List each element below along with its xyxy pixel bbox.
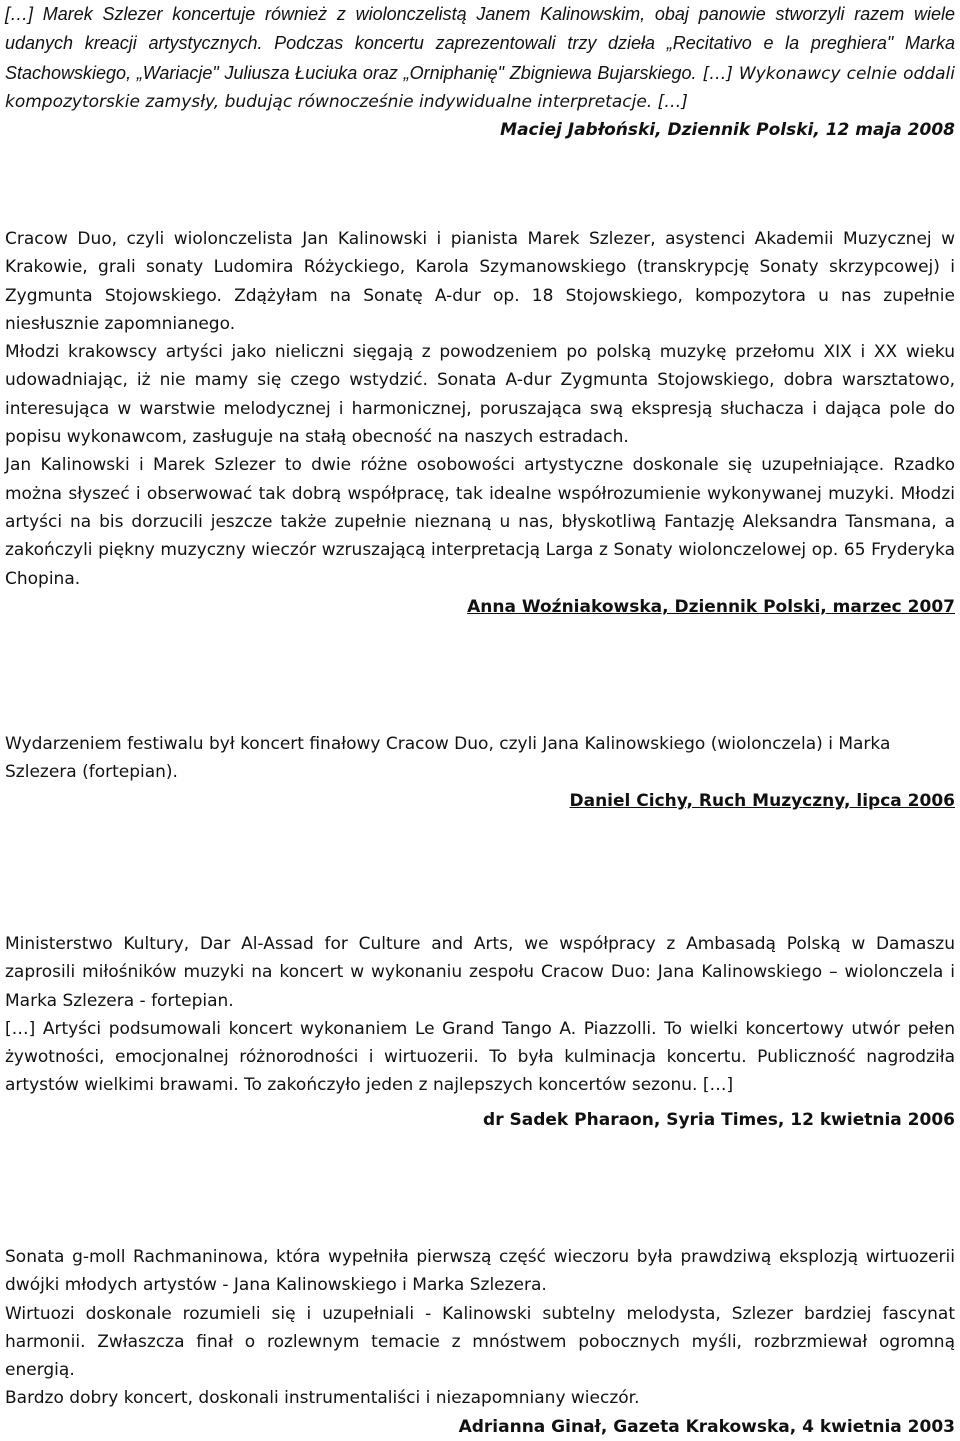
- review-paragraph: […] Artyści podsumowali koncert wykonaniem Le Grand Tango A. Piazzolli. To wielki koncertowy utwór pełen żywotności, emocjonalnej różnorodności i wirtuozerii. To była kulminacja koncertu. Publiczność nagrodziła artystów wielkimi brawami. To zakończyło jeden z najlepszych koncertów sezonu. […]: [5, 1018, 955, 1096]
- review-cichy: [5, 730, 955, 815]
- review-source: Maciej Jabłoński, Dziennik Polski, 12 maja 2008: [500, 120, 955, 141]
- review-paragraph: Jan Kalinowski i Marek Szlezer to dwie różne osobowości artystyczne doskonale się uzupełniające. Rzadko można słyszeć i obserwować tak dobrą współpracę, tak idealne współrozumienie wykonywanej muzyki. Młodzi artyści na bis dorzucili jeszcze także zupełnie nieznaną u nas, błyskotliwą Fantazję Aleksandra Tansmana, a zakończyli piękny muzyczny wieczór wzruszającą interpretacją Larga z Sonaty wiolonczelowej op. 65 Fryderyka Chopina.: [5, 455, 955, 589]
- review-source: dr Sadek Pharaon, Syria Times, 12 kwietnia 2006: [483, 1109, 955, 1130]
- review-source: Anna Woźniakowska, Dziennik Polski, marzec 2007: [467, 596, 955, 617]
- review-text: [5, 0, 955, 116]
- review-paragraph: Cracow Duo, czyli wiolonczelista Jan Kalinowski i pianista Marek Szlezer, asystenci Akademii Muzycznej w Krakowie, grali sonaty Ludomira Różyckiego, Karola Szymanowskiego (transkrypcję Sonaty skrzypcowej) i Zygmunta Stojowskiego. Zdążyłam na Sonatę A-dur op. 18 Stojowskiego, kompozytora u nas zupełnie niesłusznie zapomnianego.: [5, 229, 955, 334]
- review-wozniakowska: [5, 225, 955, 621]
- review-source: Daniel Cichy, Ruch Muzyczny, lipca 2006: [569, 790, 955, 811]
- review-paragraph: Wydarzeniem festiwalu był koncert finałowy Cracow Duo, czyli Jana Kalinowskiego (wiolonczela) i Marka Szlezera (fortepian).: [5, 734, 891, 783]
- review-ginal: [5, 1243, 955, 1441]
- review-paragraph: Sonata g-moll Rachmaninowa, która wypełniła pierwszą część wieczoru była prawdziwą eksplozją wirtuozerii dwójki młodych artystów - Jana Kalinowskiego i Marka Szlezera.: [5, 1247, 955, 1296]
- review-paragraph: Bardzo dobry koncert, doskonali instrumentaliści i niezapomniany wieczór.: [5, 1388, 640, 1409]
- review-pharaon: [5, 930, 955, 1134]
- review-paragraph: Młodzi krakowscy artyści jako nieliczni sięgają z powodzeniem po polską muzykę przełomu XIX i XX wieku udowadniając, iż nie mamy się czego wstydzić. Sonata A-dur Zygmunta Stojowskiego, dobra warsztatowo, interesująca w warstwie melodycznej i harmonicznej, poruszająca swą ekspresją słuchacza i dająca pole do popisu wykonawcom, zasługuje na stałą obecność na naszych estradach.: [5, 342, 955, 448]
- review-text-part-a: […] Marek Szlezer koncertuje również z wiolonczelistą Janem Kalinowskim, obaj panowie stworzyli razem wiele udanych kreacji artystycznych. Podczas koncertu zaprezentowali trzy dzieła „Recitativo e la preghiera" Marka Stachowskiego, „Wariacje" Juliusza Łuciuka oraz „Orniphanię" Zbigniewa Bujarskiego.: [5, 4, 955, 83]
- review-paragraph: Wirtuozi doskonale rozumieli się i uzupełniali - Kalinowski subtelny melodysta, Szlezer bardziej fascynat harmonii. Zwłaszcza finał o rozlewnym temacie z mnóstwem pobocznych myśli, rozbrzmiewał ogromną energią.: [5, 1303, 955, 1381]
- review-paragraph: Ministerstwo Kultury, Dar Al-Assad for Culture and Arts, we współpracy z Ambasadą Polską w Damaszu zaprosili miłośników muzyki na koncert w wykonaniu zespołu Cracow Duo: Jana Kalinowskiego – wiolonczela i Marka Szlezera - fortepian.: [5, 934, 955, 1011]
- review-text-part-b: […] Wykonawcy celnie oddali kompozytorskie zamysły, budując równocześnie indywidualne interpretacje. […]: [5, 63, 956, 112]
- review-jablonski: [5, 0, 955, 144]
- review-source: Adrianna Ginał, Gazeta Krakowska, 4 kwietnia 2003: [458, 1416, 955, 1437]
